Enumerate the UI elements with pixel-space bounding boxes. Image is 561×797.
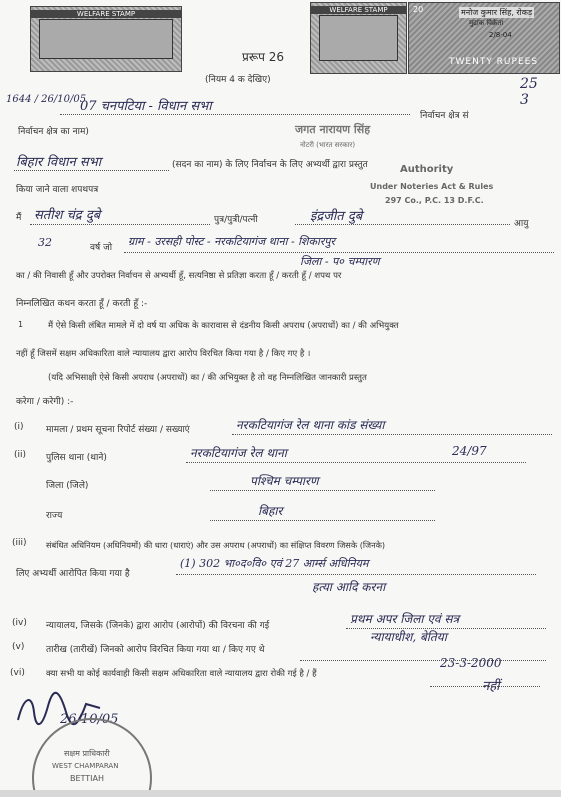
resident-statement: का / की निवासी हूँ और उपरोक्त निर्वाचन से अभ्यर्थी हूँ, सत्यनिष्ठा से प्रतिज्ञा करता हूँ / करती हूँ / शपथ पर [16, 271, 342, 281]
stamp-vendor-title: मुद्रांक विक्रेता [469, 19, 504, 27]
notary-name: जगत नारायण सिंह [295, 123, 371, 136]
state-value: बिहार [258, 504, 283, 518]
welfare-stamp-left [30, 6, 182, 72]
stamp-label: WELFARE STAMP [31, 10, 181, 18]
item-iii-label: (iii) [12, 538, 27, 548]
item-iii-value-2: हत्या आदि करना [312, 580, 386, 594]
stamp-value-label: TWENTY RUPEES [449, 57, 539, 67]
stamp-label-2: WELFARE STAMP [311, 6, 406, 14]
district-value: पश्चिम चम्पारण [250, 474, 319, 488]
house-handwritten: बिहार विधान सभा [16, 155, 102, 170]
relation-label: पुत्र/पुत्री/पत्नी [214, 215, 258, 225]
item-i-text: मामला / प्रथम सूचना रिपोर्ट संख्या / सख्याएं [46, 425, 190, 435]
affidavit-line: किया जाने वाला शपथपत्र [16, 185, 99, 195]
item-v-value: 23-3-2000 [440, 656, 502, 670]
seal-line-1: सक्षम प्राधिकारी [64, 749, 110, 758]
stamp-vendor-date: 2/8-04 [489, 31, 512, 39]
item-vi-text: क्या सभी या कोई कार्यवाही किसी सक्षम अधिकारिता वाले न्यायालय द्वारा रोकी गई है / हैं [46, 669, 317, 679]
notary-authority: Authority [400, 164, 454, 175]
age-value: 32 [38, 236, 52, 249]
corner-number: 25 [520, 76, 538, 92]
item-v-label: (v) [12, 642, 25, 652]
resident-label: वर्ष जो [90, 243, 113, 253]
main-prefix: मैं [16, 213, 22, 223]
candidate-name: सतीश चंद्र दुबे [34, 208, 101, 223]
item-i-label: (i) [14, 422, 24, 432]
page-bottom-edge [0, 790, 561, 797]
item-ii-text: पुलिस थाना (थाने) [46, 453, 107, 463]
district-label: जिला (जिले) [46, 481, 89, 491]
rule-reference: (नियम 4 क देखिए) [205, 75, 271, 85]
item-iv-value-2: न्यायाधीश, बेतिया [370, 630, 447, 644]
item-iv-value: प्रथम अपर जिला एवं सत्र [350, 612, 460, 626]
constituency-printed: निर्वाचन क्षेत्र का नाम) [18, 127, 89, 137]
notary-act: Under Noteries Act & Rules [370, 182, 494, 191]
stamp-value-num: 20 [413, 5, 424, 14]
father-name: इंद्रजीत दुबे [310, 209, 363, 224]
item-ii-label: (ii) [14, 450, 27, 460]
bullet-1: 1 [18, 320, 24, 329]
age-label: आयु [514, 219, 529, 229]
house-printed: (सदन का नाम) के लिए निर्वाचन के लिए अभ्यर्थी द्वारा प्रस्तुत [172, 160, 368, 170]
item-iv-label: (iv) [12, 618, 27, 628]
paragraph-2b: करेगा / करेगी) :- [16, 397, 74, 407]
item-v-text: तारीख (तारीखें) जिनको आरोप विरचित किया गया था / किए गए थे [46, 645, 265, 655]
welfare-stamp-right [310, 2, 407, 74]
item-vi-label: (vi) [10, 668, 25, 678]
paragraph-2: (यदि अभिसाक्षी ऐसे किसी अपराध (अपराधों) का / की अभियुक्त है तो वह निम्नलिखित जानकारी प्रस्तुत [48, 373, 367, 383]
paragraph-1: मैं ऐसे किसी लंबित मामले में दो वर्ष या अधिक के कारावास से दंडनीय किसी अपराध (अपराधों) का / की अभियुक्त [48, 321, 399, 331]
twenty-rupee-stamp [408, 2, 560, 74]
item-iv-text: न्यायालय, जिसके (जिनके) द्वारा आरोप (आरोपों) की विरचना की गई [46, 621, 270, 631]
item-vi-value: नहीं [482, 679, 500, 694]
item-ii-value: नरकटियागंज रेल थाना [190, 446, 287, 460]
notary-office: नोटरी (भारत सरकार) [300, 141, 356, 149]
district-handwritten: जिला - प० चम्पारण [300, 255, 380, 268]
item-ii-number: 24/97 [452, 444, 487, 458]
entry-date: 1644 / 26/10/05 [6, 94, 87, 105]
item-iii-value: (1) 302 भा०द०वि० एवं 27 आर्म्स अधिनियम [180, 557, 369, 570]
corner-number-2: 3 [520, 92, 529, 108]
form-title: प्ररूप 26 [242, 50, 285, 64]
stamp-vendor-name: मनोज कुमार सिंह, रोकड़ [461, 8, 533, 17]
constituency-no-label: निर्वाचन क्षेत्र सं [420, 111, 469, 121]
seal-line-2: WEST CHAMPARAN [52, 762, 119, 770]
statement-line: निम्नलिखित कथन करता हूँ / करती हूँ :- [16, 299, 148, 309]
address-handwritten: ग्राम - उरसही पोस्ट - नरकटियागंज थाना - शिकारपुर [128, 235, 336, 248]
state-label: राज्य [46, 511, 63, 521]
sign-date: 26/10/05 [60, 712, 119, 727]
item-iii-text: संबंधित अधिनियम (अधिनियमों) की धारा (धाराएं) और उस अपराध (अपराधों) का संक्षिप्त विवरण जिसके (जिनके) [46, 540, 386, 550]
paragraph-1b: नहीं हूँ जिसमें सक्षम अधिकारिता वाले न्यायालय द्वारा आरोप विरचित किया गया है / किए गए है । [16, 349, 311, 359]
notary-act-2: 297 Co., P.C. 13 D.F.C. [385, 196, 484, 205]
item-i-value: नरकटियागंज रेल थाना कांड संख्या [236, 418, 385, 432]
seal-line-3: BETTIAH [70, 774, 105, 783]
constituency-handwritten: 07 चनपटिया - विधान सभा [80, 99, 212, 114]
item-iii-text-2: लिए अभ्यर्थी आरोपित किया गया है [16, 569, 130, 579]
